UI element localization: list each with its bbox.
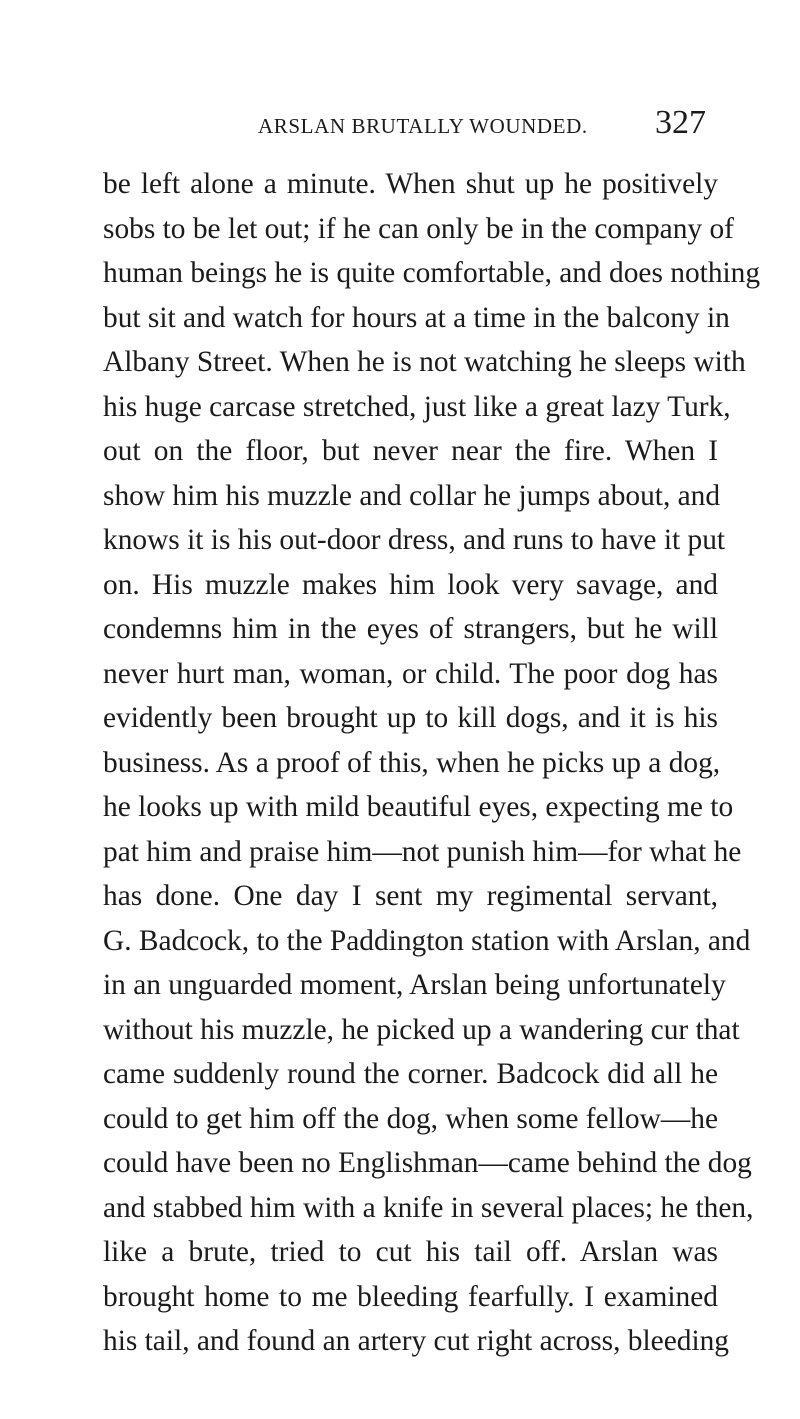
text-line: G. Badcock, to the Paddington station with Arslan, and: [103, 924, 751, 957]
text-line: be left alone a minute. When shut up he positively: [103, 168, 718, 200]
body-text: [103, 162, 761, 1364]
running-title: ARSLAN BRUTALLY WOUNDED.: [258, 114, 588, 138]
text-line: pat him and praise him—not punish him—for what he: [103, 835, 742, 868]
text-line: in an unguarded moment, Arslan being unfortunately: [103, 969, 726, 1001]
text-line: never hurt man, woman, or child. The poor dog has: [103, 657, 718, 690]
page-number: 327: [655, 104, 706, 141]
text-line: evidently been brought up to kill dogs, and it is his: [103, 702, 718, 734]
text-line: could to get him off the dog, when some fellow—he: [103, 1102, 718, 1135]
text-line: show him his muzzle and collar he jumps about, and: [103, 479, 721, 512]
text-line: his huge carcase stretched, just like a great lazy Turk,: [103, 390, 731, 423]
text-line: his tail, and found an artery cut right across, bleeding: [103, 1325, 730, 1357]
text-line: like a brute, tried to cut his tail off. Arslan was: [103, 1236, 718, 1268]
text-line: brought home to me bleeding fearfully. I examined: [103, 1280, 718, 1313]
text-line: could have been no Englishman—came behind the dog: [103, 1147, 752, 1179]
text-line: knows it is his out-door dress, and runs to have it put: [103, 524, 726, 556]
text-line: he looks up with mild beautiful eyes, expecting me to: [103, 791, 734, 823]
text-line: sobs to be let out; if he can only be in the company of: [103, 212, 734, 245]
text-line: on. His muzzle makes him look very savage, and: [103, 568, 718, 601]
text-line: business. As a proof of this, when he picks up a dog,: [103, 746, 721, 779]
running-head: [0, 104, 800, 144]
text-line: came suddenly round the corner. Badcock did all he: [103, 1058, 718, 1090]
text-line: but sit and watch for hours at a time in the balcony in: [103, 301, 730, 334]
text-line: and stabbed him with a knife in several places; he then,: [103, 1191, 754, 1224]
text-line: without his muzzle, he picked up a wandering cur that: [103, 1013, 740, 1046]
text-line: has done. One day I sent my regimental servant,: [103, 880, 718, 912]
text-line: condemns him in the eyes of strangers, but he will: [103, 613, 718, 645]
text-line: out on the floor, but never near the fire. When I: [103, 435, 718, 467]
text-line: Albany Street. When he is not watching he sleeps with: [103, 346, 746, 378]
text-line: human beings he is quite comfortable, and does nothing: [103, 257, 761, 289]
